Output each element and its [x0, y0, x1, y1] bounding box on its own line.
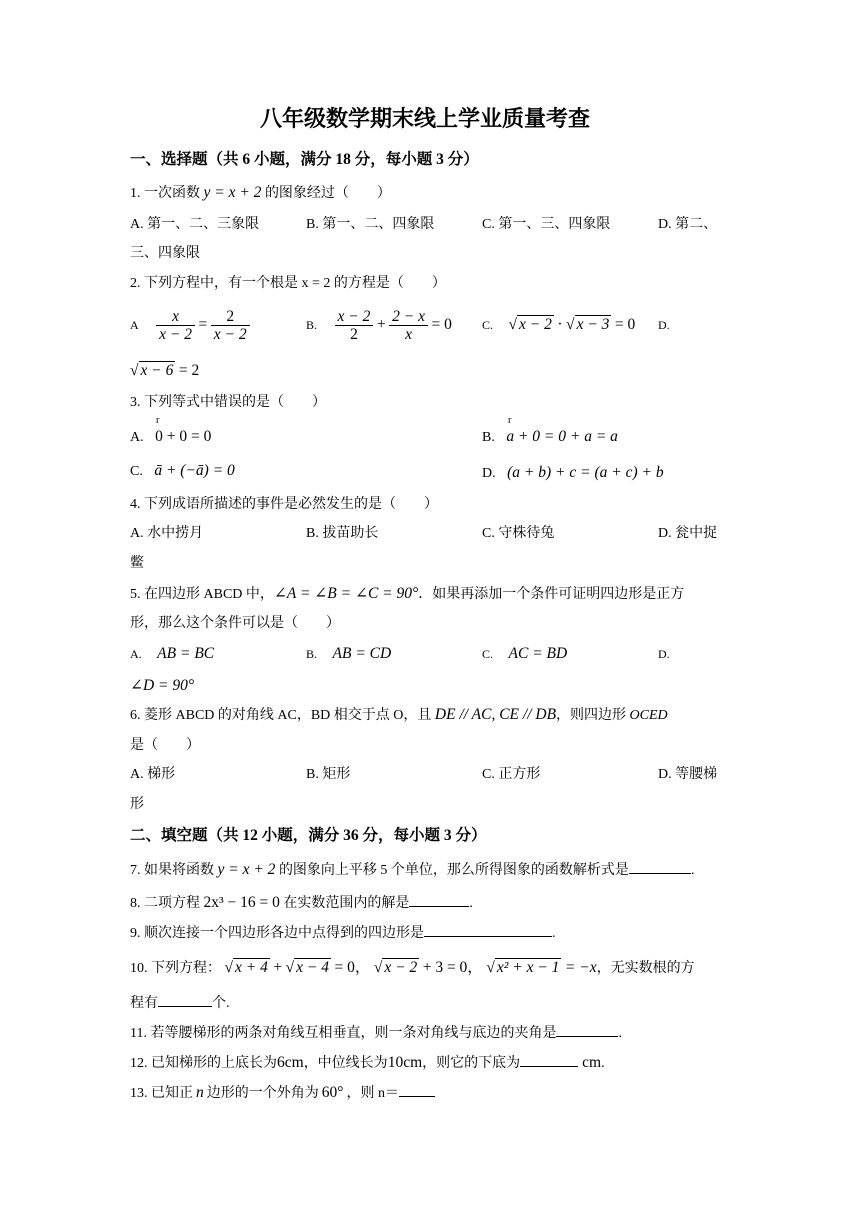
q5-b-expr: AB = CD: [332, 645, 392, 662]
question-5: [130, 584, 684, 605]
q4-option-c: C. 守株待兔: [482, 526, 555, 541]
q3-b-vector-marks: [508, 416, 511, 426]
question-7: [130, 860, 694, 881]
q4-option-d-wrap: 鳖: [130, 556, 144, 571]
q2-a-fraction-1: [156, 308, 195, 343]
q2-c-label: C.: [482, 318, 494, 332]
q2-c-sqrt-2: √ x − 3: [566, 316, 610, 333]
q3-b-expr: a + 0 = 0 + a = a: [506, 428, 618, 445]
q2-option-b: [306, 305, 452, 346]
q6-expression: DE // AC, CE // DB: [434, 706, 557, 723]
q2-option-c: [482, 315, 635, 336]
q12-prefix: 12. 已知梯形的上底长为: [130, 1056, 277, 1071]
q10-rad3: x − 2: [384, 959, 418, 976]
q2-b-plus: +: [376, 316, 386, 333]
q10-rad2: x − 4: [296, 959, 329, 976]
page-title: 八年级数学期末线上学业质量考查: [260, 106, 591, 131]
q5-a-label: A.: [130, 647, 142, 661]
q2-b-den1: 2: [350, 326, 358, 344]
q2-d-eq: = 2: [178, 362, 200, 379]
q5-option-c: [482, 644, 567, 665]
q2-b-num1: x − 2: [335, 308, 374, 326]
section-heading-choice: 一、选择题（共 6 小题，满分 18 分，每小题 3 分）: [130, 151, 479, 168]
q6-line-2: 是（ ）: [130, 738, 200, 753]
q10-eq-3: = −x: [564, 959, 597, 976]
q6-end: OCED: [629, 708, 668, 723]
q10-sqrt-4: √ x² + x − 1: [486, 959, 560, 976]
q10-line2-end: 个.: [212, 996, 230, 1011]
q1-option-a: A. 第一、二、三象限: [130, 217, 260, 232]
q13-n: n: [196, 1084, 204, 1101]
q5-c-expr: AC = BD: [508, 645, 568, 662]
q4-option-a: A. 水中捞月: [130, 526, 204, 541]
q4-option-d: D. 瓮中捉: [658, 526, 718, 541]
q3-d-label: D.: [482, 466, 496, 481]
q2-a-den2: x − 2: [213, 326, 247, 344]
q2-b-eq: = 0: [431, 316, 452, 333]
q10-eq-1: = 0，: [334, 959, 371, 976]
q2-a-num1: x: [156, 308, 195, 326]
q5-prefix: 5. 在四边形 ABCD 中，: [130, 587, 274, 602]
q12-end: .: [601, 1056, 605, 1071]
question-11: [130, 1024, 622, 1044]
question-3: 3. 下列等式中错误的是（ ）: [130, 395, 326, 410]
question-9: [130, 924, 556, 944]
q13-answer-blank[interactable]: [399, 1096, 435, 1097]
q2-a-fraction-2: [211, 308, 250, 343]
question-13: [130, 1083, 435, 1104]
q2-option-d-label: D.: [658, 318, 670, 332]
q12-answer-blank[interactable]: [520, 1066, 578, 1067]
q3-c-label: C.: [130, 464, 143, 479]
q11-prefix: 11. 若等腰梯形的两条对角线互相垂直，则一条对角线与底边的夹角是: [130, 1026, 557, 1041]
q2-d-rad: x − 6: [140, 362, 174, 379]
q2-b-num2: 2 − x: [389, 308, 428, 326]
q2-a-den1: x − 2: [159, 326, 193, 344]
q1-option-d-wrap: 三、四象限: [130, 246, 200, 261]
q12-value-2: 10cm: [387, 1054, 423, 1071]
q3-vec-mark-2: r: [508, 415, 512, 426]
q2-c-eq: = 0: [614, 316, 636, 333]
q2-c-dot: ·: [557, 316, 563, 333]
q8-suffix: 在实数范围内的解是: [279, 896, 410, 911]
q5-suffix: ．如果再添加一个条件可证明四边形是正方: [418, 587, 685, 602]
q6-option-a: A. 梯形: [130, 767, 176, 782]
q10-rad1: x + 4: [235, 959, 268, 976]
q3-option-b: [482, 427, 618, 448]
q9-answer-blank[interactable]: [424, 936, 552, 937]
q3-d-expr: (a + b) + c = (a + c) + b: [507, 464, 664, 481]
q5-expression: ∠A = ∠B = ∠C = 90°: [273, 585, 419, 602]
q8-end: .: [469, 896, 473, 911]
q11-end: .: [618, 1026, 622, 1041]
question-4: 4. 下列成语所描述的事件是必然发生的是（ ）: [130, 497, 438, 512]
question-6: [130, 705, 668, 726]
q3-a-vector-marks: [156, 416, 173, 426]
q6-option-b: B. 矩形: [306, 767, 351, 782]
section-heading-fill: 二、填空题（共 12 小题，满分 36 分，每小题 3 分）: [130, 827, 487, 844]
q11-answer-blank[interactable]: [556, 1036, 618, 1037]
q10-line2-prefix: 程有: [130, 996, 158, 1011]
q10-sqrt-2: √ x − 4: [285, 959, 329, 976]
q2-a-label: A: [130, 318, 139, 332]
q10-plus: +: [273, 959, 283, 976]
q3-option-a: [130, 427, 211, 448]
q6-prefix: 6. 菱形 ABCD 的对角线 AC，BD 相交于点 O，且: [130, 708, 435, 723]
q9-end: .: [552, 926, 556, 941]
q2-b-den2: x: [405, 326, 412, 344]
q1-suffix: 的图象经过（ ）: [261, 186, 391, 201]
q5-b-label: B.: [306, 647, 318, 661]
q3-vec-mark-1: r: [156, 415, 174, 426]
q6-option-d-wrap: 形: [130, 797, 144, 812]
q12-middle: ，中位线长为: [303, 1056, 388, 1071]
q3-a-expr: [155, 427, 211, 447]
q1-option-c: C. 第一、三、四象限: [482, 217, 611, 232]
question-2: 2. 下列方程中，有一个根是 x = 2 的方程是（ ）: [130, 276, 446, 291]
q5-option-a: [130, 644, 214, 665]
q1-option-d: D. 第二、: [658, 217, 718, 232]
q1-prefix: 1. 一次函数: [130, 186, 204, 201]
q5-option-d: ∠D = 90°: [130, 677, 195, 694]
q5-a-expr: AB = BC: [157, 645, 215, 662]
q3-option-d: [482, 463, 664, 484]
q7-expression: y = x + 2: [217, 861, 276, 878]
q3-a-label: A.: [130, 430, 144, 445]
q10-rad4: x² + x − 1: [496, 959, 560, 976]
q8-expression: 2x³ − 16 = 0: [203, 894, 280, 911]
q10-suffix: ，无实数根的方: [596, 961, 695, 976]
q2-c-sqrt-1: √ x − 2: [508, 316, 552, 333]
q2-c-rad2: x − 3: [576, 316, 610, 333]
q10-answer-blank[interactable]: [158, 1006, 212, 1007]
q10-sqrt-1: √ x + 4: [224, 959, 268, 976]
q13-suffix: ，则 n＝: [346, 1086, 399, 1101]
q9-prefix: 9. 顺次连接一个四边形各边中点得到的四边形是: [130, 926, 424, 941]
q13-prefix: 13. 已知正: [130, 1086, 193, 1101]
q2-b-fraction-2: [389, 308, 428, 343]
q13-angle: 60°: [321, 1084, 344, 1101]
q2-b-fraction-1: [335, 308, 374, 343]
q10-prefix: 10. 下列方程：: [130, 961, 221, 976]
q1-expression: y = x + 2: [203, 184, 262, 201]
q5-c-label: C.: [482, 647, 494, 661]
q12-value-1: 6cm: [277, 1054, 304, 1071]
q2-b-label: B.: [306, 318, 318, 332]
q3-a-expr-text: 0 + 0 = 0: [155, 428, 212, 445]
q3-option-c: [130, 461, 235, 482]
q10-eq-2: + 3 = 0，: [422, 959, 483, 976]
q6-option-c: C. 正方形: [482, 767, 541, 782]
q8-answer-blank[interactable]: [409, 906, 469, 907]
q1-option-b: B. 第一、二、四象限: [306, 217, 435, 232]
q5-line-2: 形，那么这个条件可以是（ ）: [130, 616, 340, 631]
q2-d-sqrt: √ x − 6: [130, 362, 174, 379]
q8-prefix: 8. 二项方程: [130, 896, 204, 911]
q13-middle: 边形的一个外角为: [206, 1086, 319, 1101]
question-12: [130, 1053, 605, 1074]
q3-b-label: B.: [482, 430, 495, 445]
q3-c-expr: ā + (−ā) = 0: [154, 462, 235, 479]
question-10: [130, 958, 695, 979]
q7-suffix: 的图象向上平移 5 个单位，那么所得图象的函数解析式是: [275, 863, 629, 878]
q5-option-d-label: D.: [658, 647, 670, 661]
q10-line-2: [130, 994, 230, 1014]
q12-suffix: ，则它的下底为: [422, 1056, 521, 1071]
q2-a-eq: =: [198, 316, 208, 333]
q2-c-rad1: x − 2: [519, 316, 552, 333]
q2-option-d: [130, 361, 199, 382]
q6-option-d: D. 等腰梯: [658, 767, 718, 782]
q7-end: .: [690, 863, 695, 878]
q12-unit: cm: [582, 1054, 602, 1071]
q4-option-b: B. 拔苗助长: [306, 526, 379, 541]
q7-answer-blank[interactable]: [629, 873, 691, 874]
question-8: [130, 893, 473, 914]
q6-suffix: ，则四边形: [556, 708, 630, 723]
q2-option-a: [130, 305, 250, 346]
q2-a-num2: 2: [211, 308, 250, 326]
q7-prefix: 7. 如果将函数: [130, 863, 218, 878]
q10-sqrt-3: √ x − 2: [373, 959, 418, 976]
question-1: [130, 183, 391, 204]
q5-option-b: [306, 644, 391, 665]
